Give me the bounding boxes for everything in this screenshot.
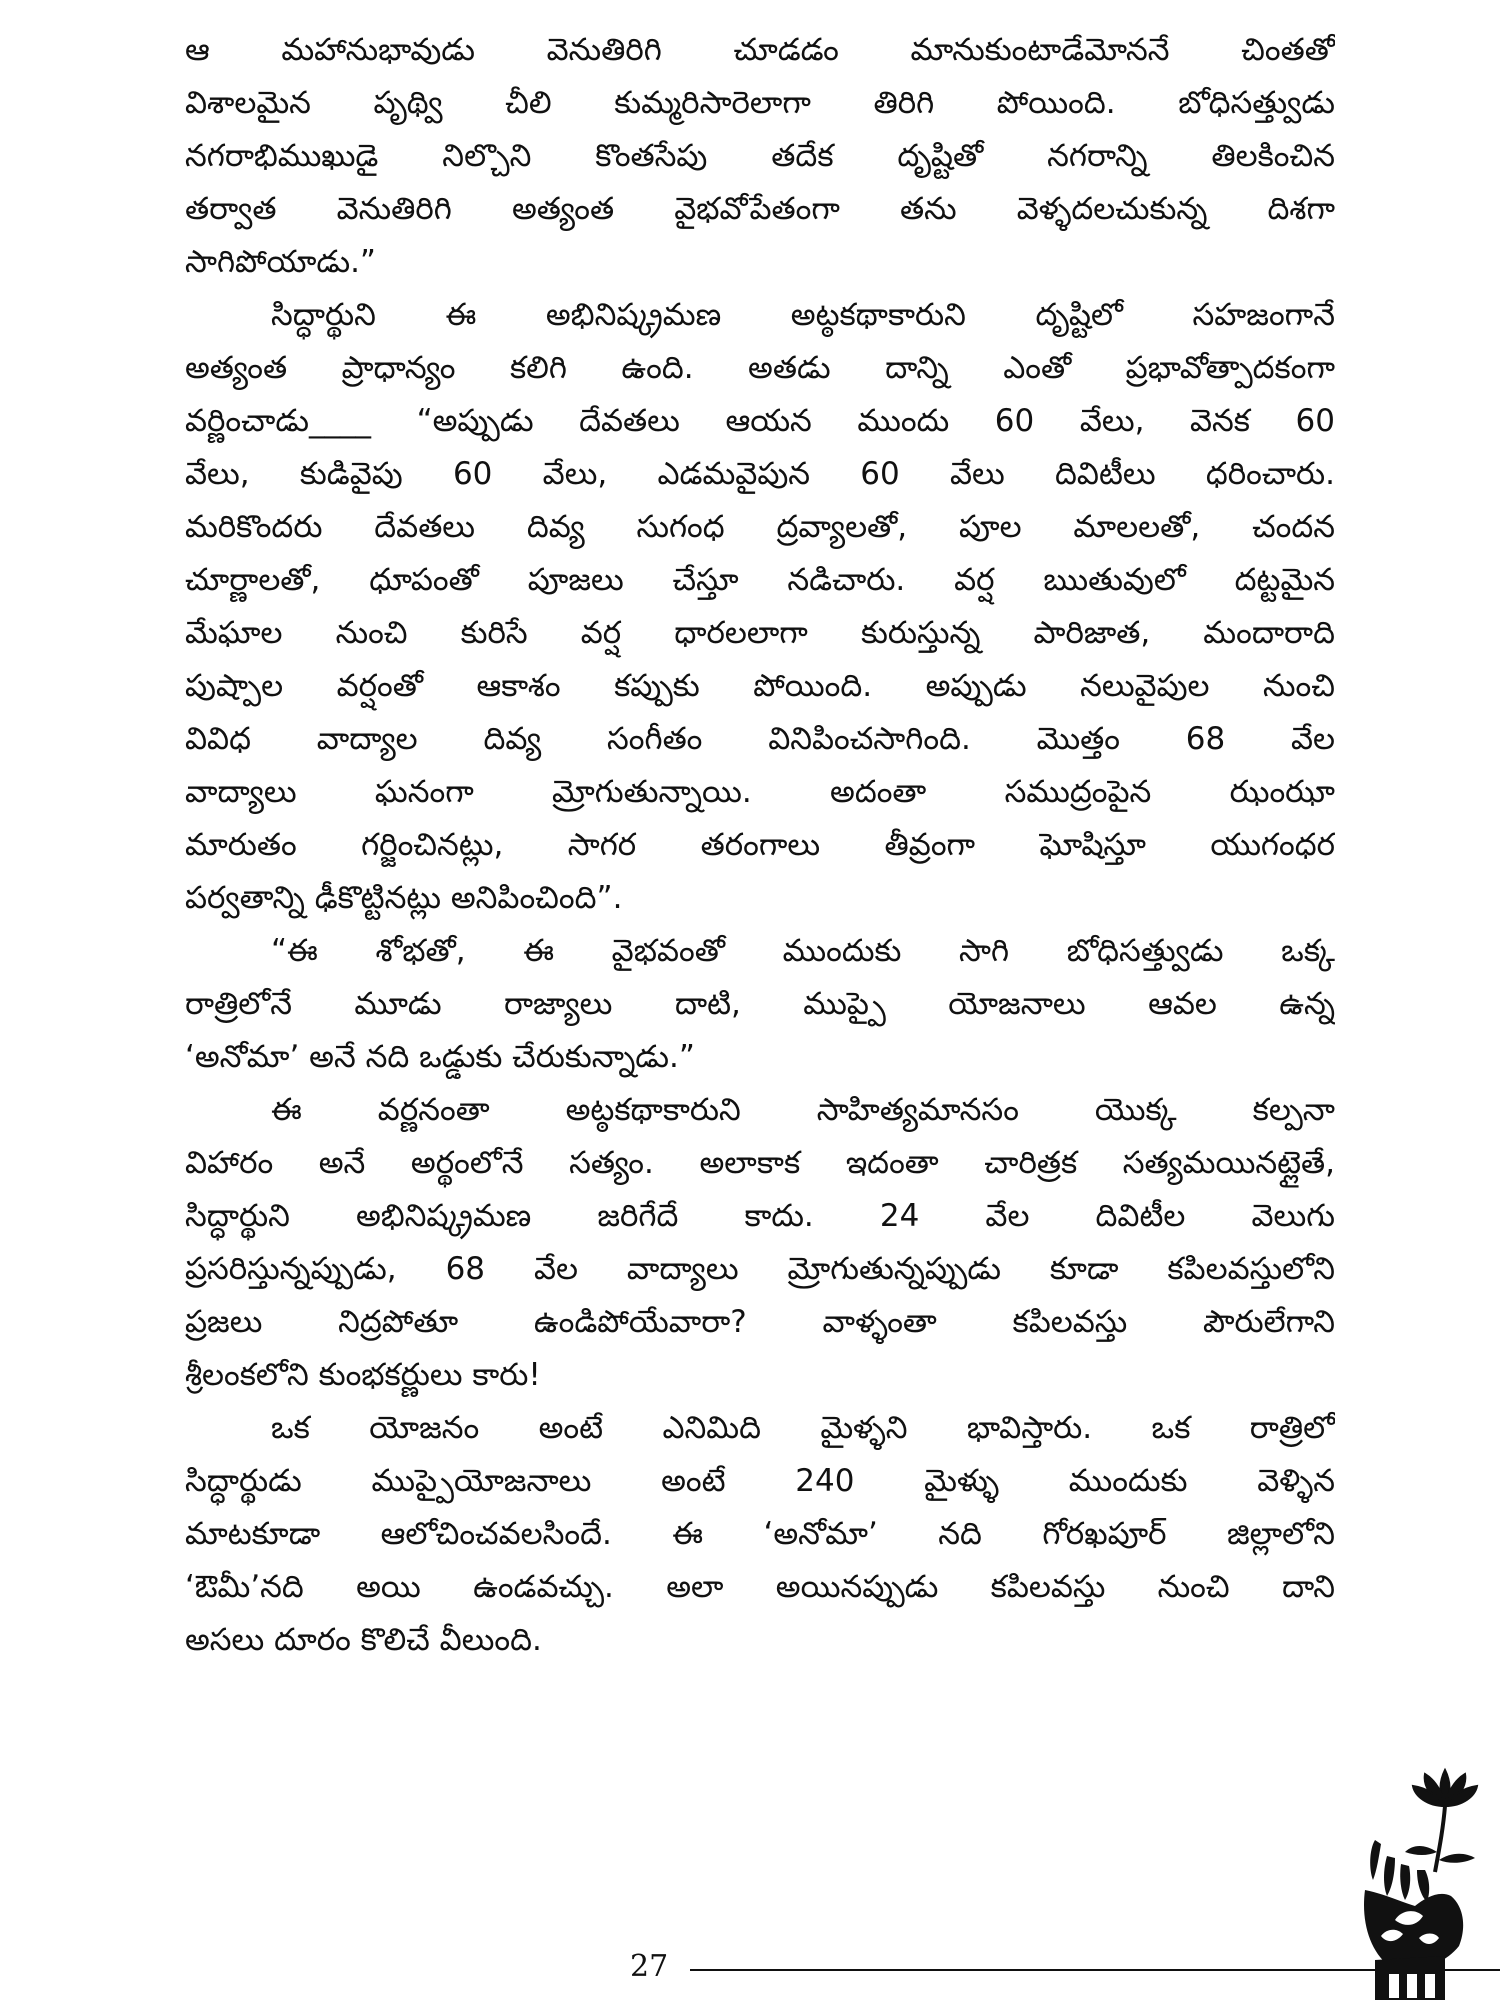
page-number: 27	[630, 1949, 669, 1984]
text-line: ప్రసరిస్తున్నప్పుడు, 68 వేల వాద్యాలు మ్రోగుతున్నప్పుడు కూడా కపిలవస్తులోని	[185, 1251, 1335, 1287]
text-line: సిద్ధార్థుని ఈ అభినిష్క్రమణ అట్ఠకథాకారుని దృష్టిలో సహజంగానే	[271, 297, 1335, 333]
text-line: ఈ వర్ణనంతా అట్ఠకథాకారుని సాహిత్యమానసం యొక్క కల్పనా	[271, 1092, 1335, 1128]
text-line: తర్వాత వెనుతిరిగి అత్యంత వైభవోపేతంగా తను వెళ్ళదలచుకున్న దిశగా	[185, 191, 1335, 227]
paragraph	[185, 1084, 1335, 1402]
text-line: సిద్ధార్థుడు ముప్పైయోజనాలు అంటే 240 మైళ్ళు ముందుకు వెళ్ళిన	[185, 1463, 1335, 1499]
text-line: మరికొందరు దేవతలు దివ్య సుగంధ ద్రవ్యాలతో, పూల మాలలతో, చందన	[185, 509, 1335, 545]
text-line: నగరాభిముఖుడై నిల్చొని కొంతసేపు తదేక దృష్టితో నగరాన్ని తిలకించిన	[185, 138, 1335, 174]
text-line: ‘ఔమీ’నది అయి ఉండవచ్చు. అలా అయినప్పుడు కపిలవస్తు నుంచి దాని	[185, 1569, 1335, 1605]
text-line: మేఘాల నుంచి కురిసే వర్ష ధారలలాగా కురుస్తున్న పారిజాత, మందారాది	[185, 615, 1335, 651]
paragraph	[185, 24, 1335, 289]
text-line: విహారం అనే అర్థంలోనే సత్యం. అలాకాక ఇదంతా చారిత్రక సత్యమయినట్లైతే,	[185, 1145, 1335, 1181]
text-line: ‘అనోమా’ అనే నది ఒడ్డుకు చేరుకున్నాడు.”	[185, 1039, 695, 1075]
page-footer	[0, 1945, 1500, 1995]
footer-rule	[690, 1969, 1500, 1971]
text-line: అసలు దూరం కొలిచే వీలుంది.	[185, 1622, 542, 1658]
text-line: ఆ మహానుభావుడు వెనుతిరిగి చూడడం మానుకుంటాడేమోననే చింతతో	[185, 32, 1335, 68]
body-text	[185, 24, 1335, 1667]
text-line: మారుతం గర్జించినట్లు, సాగర తరంగాలు తీవ్రంగా ఘోషిస్తూ యుగంధర	[185, 827, 1335, 863]
text-line: చూర్ణాలతో, ధూపంతో పూజలు చేస్తూ నడిచారు. వర్ష ఋతువులో దట్టమైన	[185, 562, 1335, 598]
text-line: వేలు, కుడివైపు 60 వేలు, ఎడమవైపున 60 వేలు దివిటీలు ధరించారు.	[185, 456, 1335, 492]
text-line: సాగిపోయాడు.”	[185, 244, 376, 280]
paragraph	[185, 1402, 1335, 1667]
text-line: రాత్రిలోనే మూడు రాజ్యాలు దాటి, ముప్పై యోజనాలు ఆవల ఉన్న	[185, 986, 1335, 1022]
text-line: “ఈ శోభతో, ఈ వైభవంతో ముందుకు సాగి బోధిసత్త్వుడు ఒక్క	[271, 933, 1335, 969]
text-line: వాద్యాలు ఘనంగా మ్రోగుతున్నాయి. అదంతా సముద్రంపైన ఝంఝా	[185, 774, 1335, 810]
text-line: శ్రీలంకలోని కుంభకర్ణులు కారు!	[185, 1357, 541, 1393]
text-line: విశాలమైన పృథ్వి చీలి కుమ్మరిసారెలాగా తిరిగి పోయింది. బోధిసత్త్వుడు	[185, 85, 1335, 121]
paragraph	[185, 925, 1335, 1084]
text-line: వివిధ వాద్యాల దివ్య సంగీతం వినిపించసాగింది. మొత్తం 68 వేల	[185, 721, 1335, 757]
text-line: ఒక యోజనం అంటే ఎనిమిది మైళ్ళని భావిస్తారు. ఒక రాత్రిలో	[271, 1410, 1335, 1446]
text-line: పర్వతాన్ని ఢీకొట్టినట్లు అనిపించింది”.	[185, 880, 623, 916]
text-line: సిద్ధార్థుని అభినిష్క్రమణ జరిగేదే కాదు. 24 వేల దివిటీల వెలుగు	[185, 1198, 1335, 1234]
text-line: ప్రజలు నిద్రపోతూ ఉండిపోయేవారా? వాళ్ళంతా కపిలవస్తు పౌరులేగాని	[185, 1304, 1335, 1340]
text-line: అత్యంత ప్రాధాన్యం కలిగి ఉంది. అతడు దాన్ని ఎంతో ప్రభావోత్పాదకంగా	[185, 350, 1335, 386]
paragraph	[185, 289, 1335, 925]
text-line: మాటకూడా ఆలోచించవలసిందే. ఈ ‘అనోమా’ నది గోరఖపూర్ జిల్లాలోని	[185, 1516, 1335, 1552]
text-line: వర్ణించాడు____ “అప్పుడు దేవతలు ఆయన ముందు 60 వేలు, వెనక 60	[185, 403, 1335, 439]
text-line: పుష్పాల వర్షంతో ఆకాశం కప్పుకు పోయింది. అప్పుడు నలువైపుల నుంచి	[185, 668, 1335, 704]
